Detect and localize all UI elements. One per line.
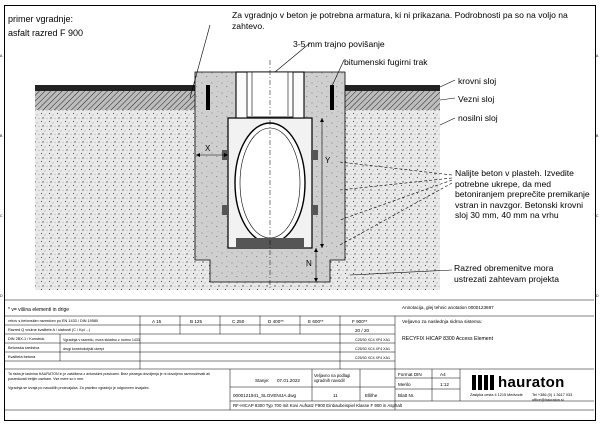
row-label: vrhov s betonskim razredom po EN 1433 / DIN 19580	[8, 319, 99, 323]
vezni-label: Vezni sloj	[458, 94, 495, 104]
scale-label: Merilo	[398, 382, 411, 387]
row-label: Betonska sredstva	[8, 346, 40, 350]
format-value: A4	[440, 372, 446, 377]
edge-label: D	[596, 294, 599, 298]
sheet-label: Blatt Nr.	[398, 393, 415, 398]
edge-label: B	[0, 134, 3, 138]
dwg-filename: 0000121941_SLOVENIJA.dwg	[233, 393, 297, 398]
row-label: DIN 2BX-1 / Konstruk.	[8, 337, 46, 341]
example-subtitle: asfalt razred F 900	[8, 28, 84, 38]
spec-b: drugi konstrukcijski ukrepi	[63, 347, 105, 351]
load-class: C 250	[232, 319, 245, 324]
edge-label: D	[0, 294, 3, 298]
nosilni-label: nosilni sloj	[458, 113, 498, 123]
status-label: Stanje:	[255, 378, 270, 383]
raise-note: 3-5 mm trajno povišanje	[293, 39, 385, 49]
company-email: office@hauraton.si	[532, 398, 564, 402]
edge-label: A	[0, 54, 3, 58]
load-class: E 600**	[308, 319, 324, 324]
concrete-code: C25/30 XC4 XF4 XA1	[355, 347, 390, 351]
dimension-x: X	[205, 144, 211, 153]
edge-label: B	[596, 134, 599, 138]
krovni-label: krovni sloj	[458, 76, 497, 86]
edge-label: A	[596, 54, 599, 58]
bitumen-note: bitumenski fugirni trak	[344, 57, 428, 67]
hauraton-logo-mark	[472, 375, 494, 390]
company-phone: Tel +386 (0) 1 3617 033	[532, 393, 573, 397]
dimension-y: Y	[325, 156, 331, 165]
reinforcement-note: Za vgradnjo v beton je potrebna armatura, ki ni prikazana. Podrobnosti pa so na voljo na zahtevo.	[232, 10, 568, 31]
drawing-title: RF-HICAP 8300 Typ 700 mit Kovi Aufsatz F900 Einbaubeispiel Klasse F 900 in Asphalt	[233, 403, 402, 408]
load-class-note: Razred obremenitve mora ustrezati zahtevam projekta	[454, 263, 560, 284]
dimension-n: N	[306, 259, 312, 268]
format-label: Format DIN	[398, 372, 422, 377]
legal-text-2: Vgradnja se izvaja po navodilih proizvajalca. Za pravilno vgradnjo je odgovoren izvajalec.	[8, 386, 150, 390]
language: Ellilhe	[365, 393, 378, 398]
load-class: A 15	[152, 319, 162, 324]
concrete-code: C25/30 XC4 XF4 XA1	[355, 338, 390, 342]
row-label: Razred Q vnutne kvalitete A / slabosti (C / Kpl ...)	[8, 328, 91, 332]
load-class: D 400**	[268, 319, 284, 324]
load-class-value: 20 / 20	[355, 328, 370, 333]
legal-text: Ta risba je lastnina HAURATON in je zaščitena z avtorskimi pravicami. Brez pisnega dovoljenja je ni dovoljeno razmnoževati ali posredovati tretjim osebam. Vse mere so v mm.	[8, 372, 210, 382]
spec-a: Vgradnja v razredu, mora skladno z normo 1433	[63, 338, 140, 342]
concrete-note: Nalijte beton v plasteh. Izvedite potrebne ukrepe, da med betoniranjem preprečite premikanje vstran in navzgor. Betonski krovni sloj 30 mm, 40 mm na vrhu	[455, 168, 590, 221]
validity-note: Veljavno na podlagi vgradnih navodil	[314, 373, 351, 383]
company-address: Zasipka cesta 4 1215 Medvode	[470, 393, 523, 397]
row-label: Kvaliteta betona	[8, 355, 36, 359]
product-name: RECYFIX HICAP 8300 Access Element	[402, 336, 494, 342]
annotation-header: Annotacija, glej tehnic anotation 0000123697	[402, 305, 494, 310]
company-logo: hauraton	[498, 374, 565, 391]
load-class: B 125	[190, 319, 203, 324]
scale-value: 1:12	[440, 382, 449, 387]
load-class: F 900**	[352, 319, 368, 324]
sheet-number: 11	[333, 393, 338, 398]
status-date: 07.01.2022	[277, 378, 300, 383]
edge-label: C	[0, 214, 3, 218]
example-title: primer vgradnje:	[8, 14, 74, 24]
edge-label: C	[596, 214, 599, 218]
concrete-code: C25/30 XC4 XF4 XA1	[355, 356, 390, 360]
validity-header: Veljavno za naslednja sidrna sistema:	[402, 320, 482, 325]
footnote: * v= višina elementi in drige	[8, 307, 70, 313]
